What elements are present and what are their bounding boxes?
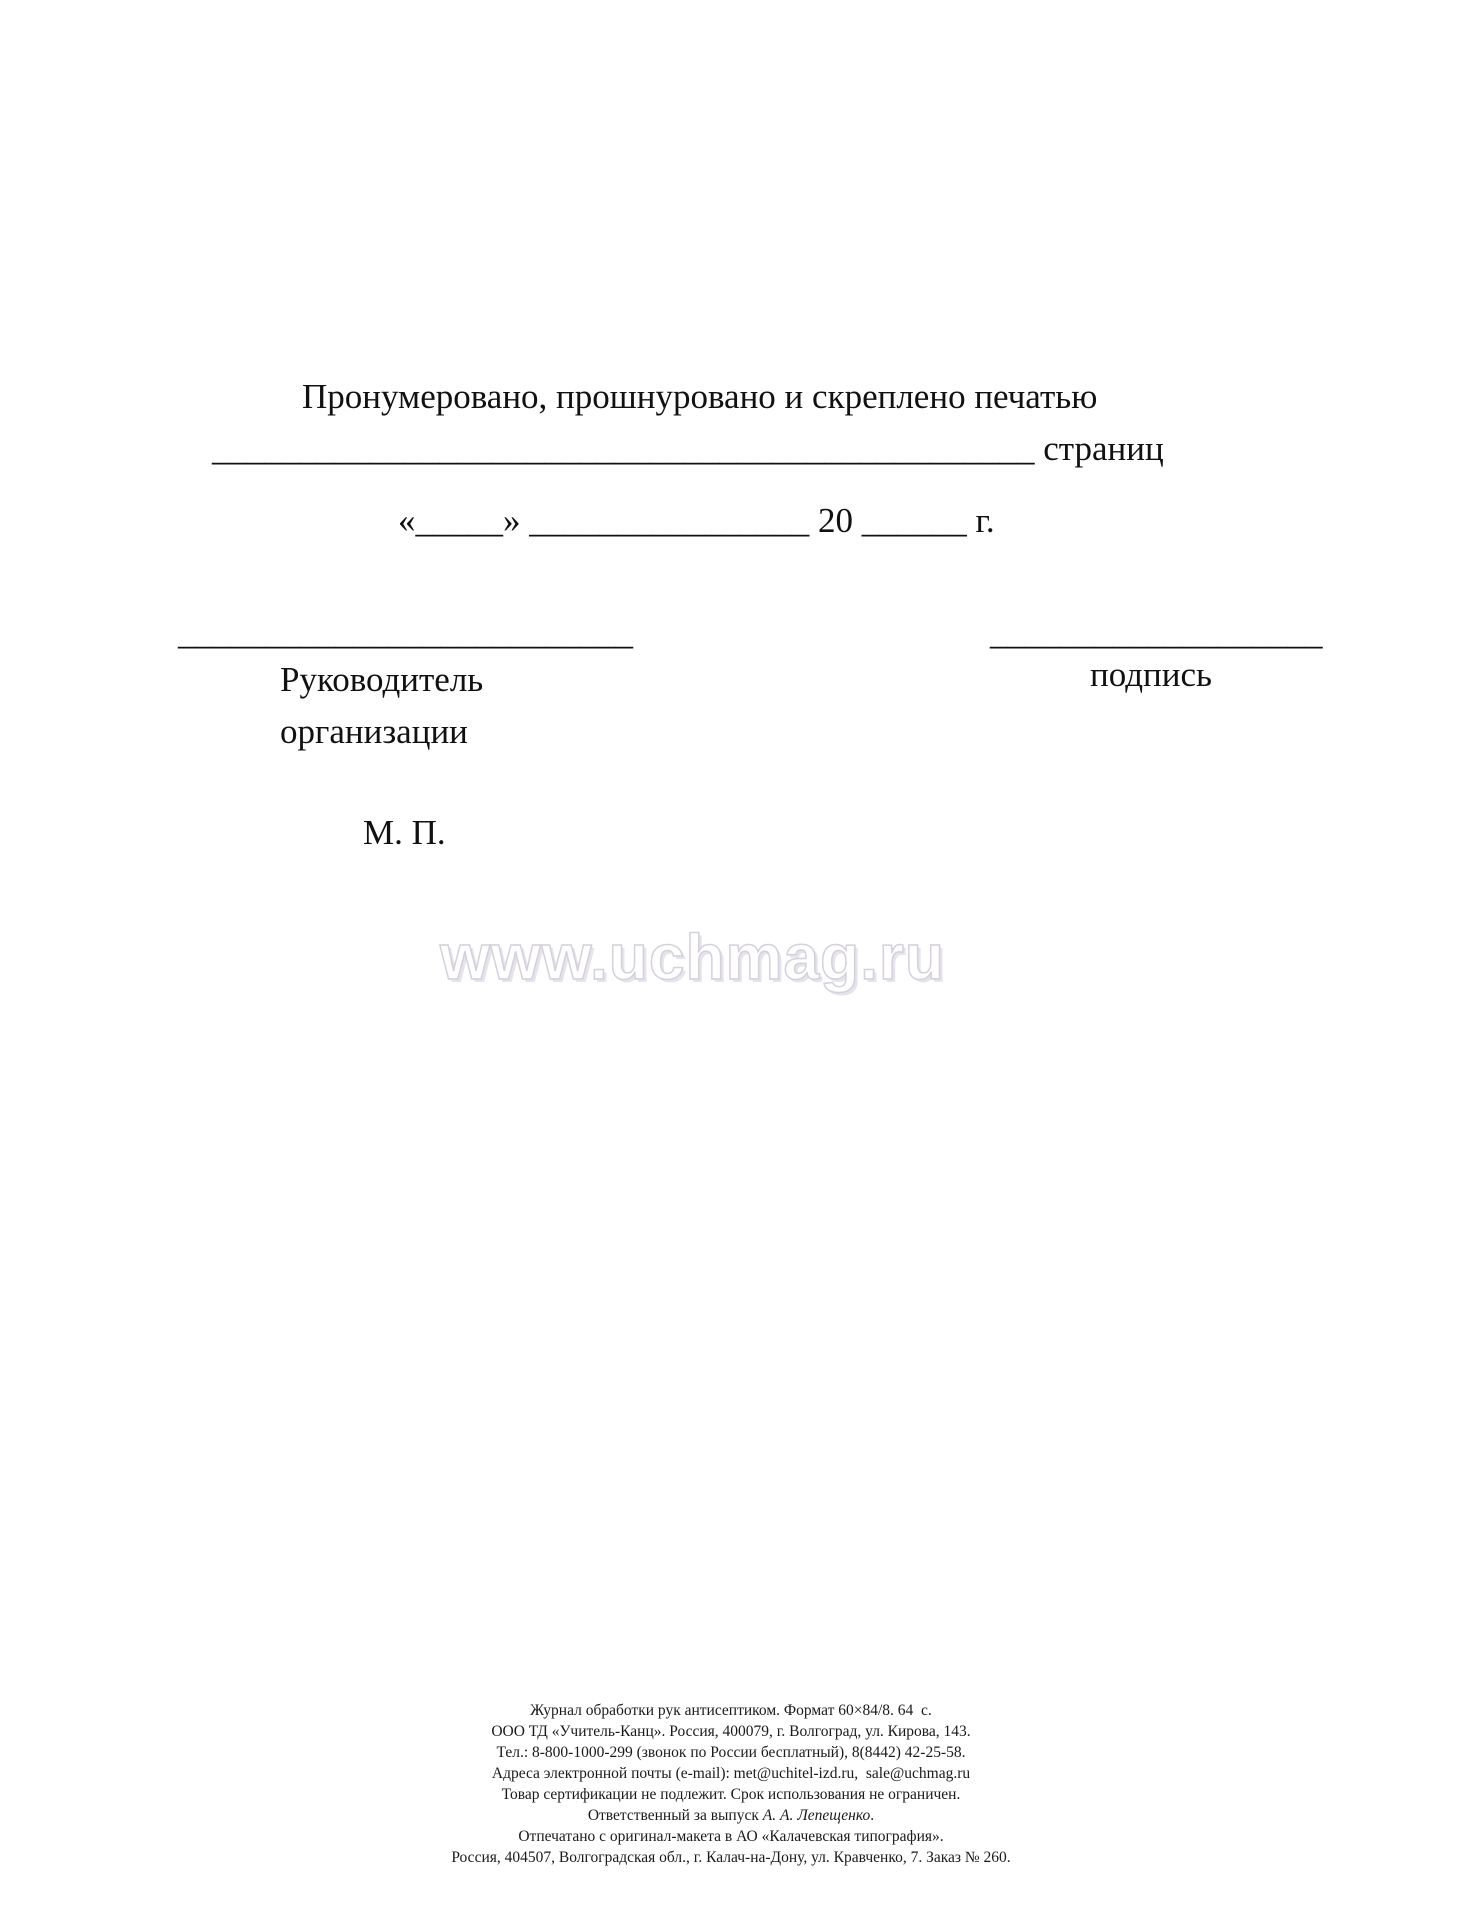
head-label-line2: организации (280, 712, 468, 751)
imprint-line: Товар сертификации не подлежит. Срок использования не ограничен. (501, 1786, 961, 1803)
imprint-line: ООО ТД «Учитель-Канц». Россия, 400079, г. Волгоград, ул. Кирова, 143. (491, 1723, 971, 1740)
date-field: «_____» ________________ 20 ______ г. (398, 501, 995, 540)
head-label-line1: Руководитель (280, 660, 484, 699)
imprint-line: Отпечатано с оригинал-макета в АО «Калачевская типография». (518, 1828, 944, 1845)
responsible-prefix: Ответственный за выпуск (587, 1807, 763, 1824)
imprint-line: Тел.: 8-800-1000-299 (звонок по России бесплатный), 8(8442) 42-25-58. (496, 1744, 966, 1761)
certification-title: Пронумеровано, прошнуровано и скреплено печатью (302, 377, 1098, 416)
imprint-line: Адреса электронной почты (e-mail): met@uchitel-izd.ru, sale@uchmag.ru (491, 1765, 971, 1782)
imprint-line: Россия, 404507, Волгоградская обл., г. Калач-на-Дону, ул. Кравченко, 7. Заказ № 260. (451, 1849, 1011, 1866)
stamp-place-label: М. П. (363, 813, 446, 852)
pages-count-field: _______________________________________________ страниц (212, 429, 1164, 468)
imprint-responsible-line (0, 1805, 1462, 1826)
signature-label: подпись (1090, 655, 1212, 694)
responsible-name: А. А. Лепещенко (762, 1807, 871, 1824)
publisher-imprint (0, 1700, 1462, 1868)
head-signature-line: __________________________ (178, 613, 633, 652)
imprint-line: Журнал обработки рук антисептиком. Формат 60×84/8. 64 с. (530, 1702, 932, 1719)
responsible-suffix: . (870, 1807, 875, 1824)
watermark: www.uchmag.ru (440, 921, 945, 993)
signature-line: ___________________ (990, 613, 1323, 652)
head-of-organization-label (280, 654, 483, 758)
